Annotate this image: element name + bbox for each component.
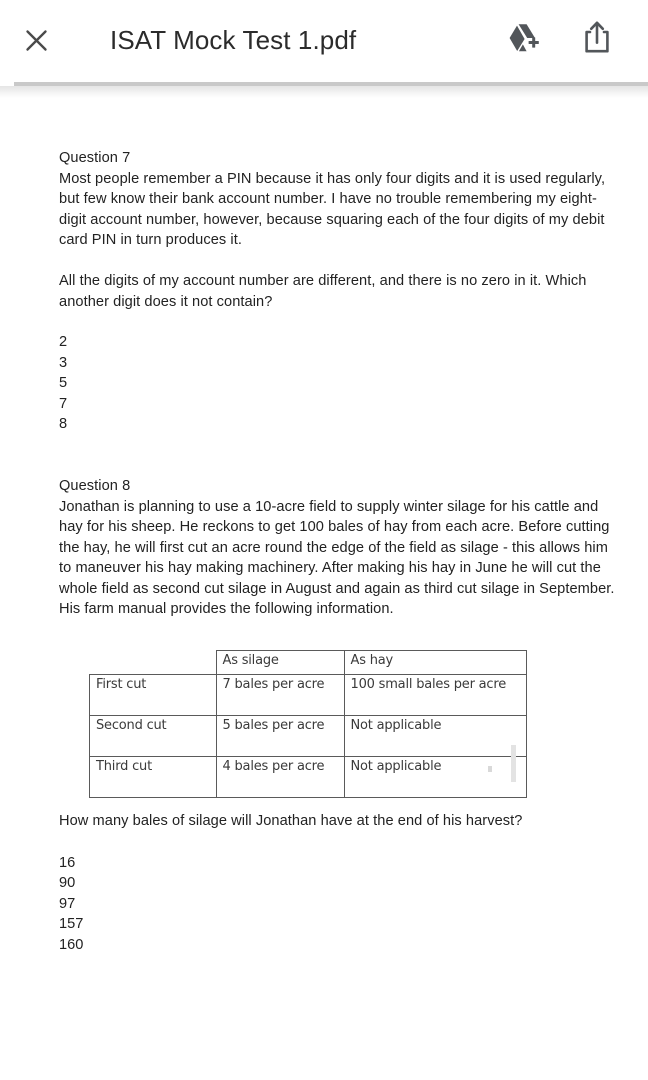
share-icon [582,20,612,59]
table-cell-row-label: First cut [90,675,217,716]
scan-artifact [511,745,516,782]
add-to-drive-icon [506,22,540,59]
farm-manual-table [89,650,527,798]
question-7-paragraph-1: Most people remember a PIN because it has only four digits and it is used regularly, but few know their bank account number. I have no trouble remembering my eight-digit account number, however, because squaring each of the four digits of my debit card PIN in turn produces it. [59,170,606,248]
question-8-option-3[interactable]: 97 [59,895,76,912]
question-7-option-1[interactable]: 2 [59,334,68,350]
add-to-drive-button[interactable] [500,17,546,63]
question-8-option-4[interactable]: 157 [59,916,84,932]
question-7-option-5[interactable]: 8 [59,416,68,432]
table-header-as-silage: As silage [216,651,344,675]
table-header-row [90,651,527,675]
table-cell-row-label: Second cut [90,716,217,757]
app-bar-shadow [0,86,648,98]
question-7-option-4[interactable]: 7 [59,395,68,412]
table-corner-cell [90,651,217,675]
table-cell-hay: 100 small bales per acre [344,675,526,716]
question-7-paragraph-2: All the digits of my account number are different, and there is no zero in it. Which another digit does it not contain? [59,273,587,310]
table-cell-hay: Not applicable [344,757,526,798]
question-8-prompt: How many bales of silage will Jonathan have at the end of his harvest? [59,813,523,829]
close-button[interactable] [14,18,58,62]
table-header-as-hay: As hay [344,651,526,675]
question-7-option-3[interactable]: 5 [59,375,68,391]
pdf-page[interactable] [0,98,648,1080]
question-8-option-1[interactable]: 16 [59,854,76,871]
table-row [90,757,527,798]
scan-artifact-secondary [488,766,492,772]
document-title: ISAT Mock Test 1.pdf [110,25,357,55]
table-cell-silage: 7 bales per acre [216,675,344,716]
table-cell-hay: Not applicable [344,716,526,757]
question-7-heading: Question 7 [59,150,131,166]
question-7-option-2[interactable]: 3 [59,354,68,371]
question-8-heading: Question 8 [59,478,131,494]
share-button[interactable] [574,15,620,63]
question-8-option-2[interactable]: 90 [59,875,76,891]
table-row [90,675,527,716]
question-8-option-5[interactable]: 160 [59,936,84,953]
table-cell-row-label: Third cut [90,757,217,798]
table-cell-silage: 5 bales per acre [216,716,344,757]
app-bar [0,0,648,82]
close-icon [23,27,50,54]
table-cell-silage: 4 bales per acre [216,757,344,798]
table-row [90,716,527,757]
question-8-paragraph-1: Jonathan is planning to use a 10-acre field to supply winter silage for his cattle and hay for his sheep. He reckons to get 100 bales of hay from each acre. Before cutting the hay, he will first cut an acre round the edge of the field as silage - this allows him to maneuver his hay making machinery. After making his hay in June he will cut the whole field as second cut silage in August and again as third cut silage in September. His farm manual provides the following information. [59,498,615,617]
